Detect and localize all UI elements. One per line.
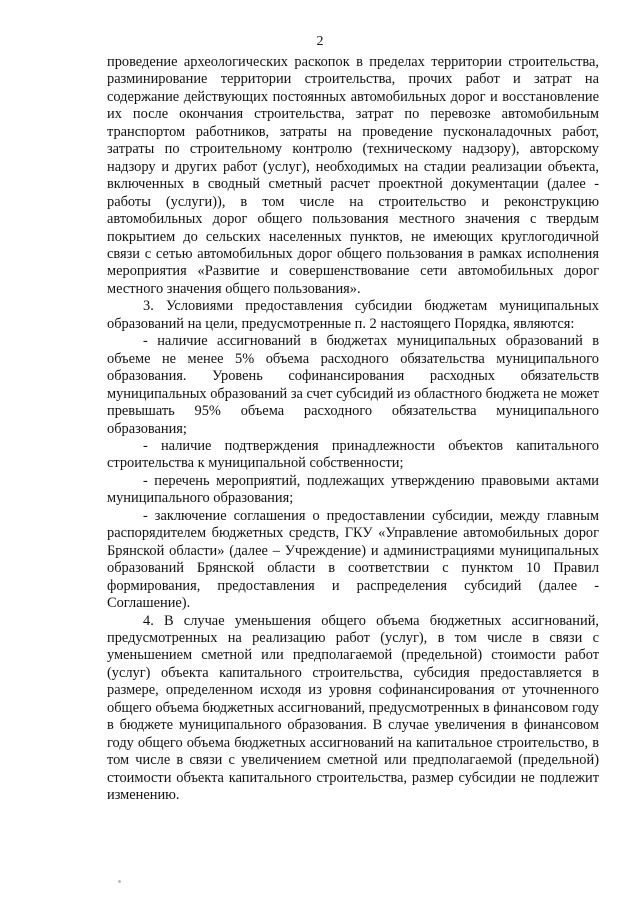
scan-artifact bbox=[118, 880, 121, 883]
paragraph-item-4: 4. В случае уменьшения общего объема бюджетных ассигнований, предусмотренных на реализацию работ (услуг), в том числе в связи с уменьшением сметной или предполагаемой (предельной) стоимости работ (услуг) объекта капитального строительства, субсидия предоставляется в размере, определенном исходя из уровня софинансирования от уточненного общего объема бюджетных ассигнований, предусмотренных в финансовом году в бюджете муниципального образования. В случае увеличения в финансовом году общего объема бюджетных ассигнований на капитальное строительство, в том числе в связи с увеличением сметной или предполагаемой (предельной) стоимости объекта капитального строительства, размер субсидии не подлежит изменению. bbox=[107, 612, 599, 804]
paragraph-continuation: проведение археологических раскопок в пределах территории строительства, разминирование территории строительства, прочих работ и затрат на содержание действующих постоянных автомобильных дорог и восстановление их после окончания строительства, затрат по перевозке автомобильным транспортом работников, затраты на проведение пусконаладочных работ, затраты по строительному контролю (техническому надзору), авторскому надзору и других работ (услуг), необходимых на стадии реализации объекта, включенных в сводный сметный расчет проектной документации (далее - работы (услуги)), в том числе на строительство и реконструкцию автомобильных дорог общего пользования местного значения с твердым покрытием до сельских населенных пунктов, не имеющих круглогодичной связи с сетью автомобильных дорог общего пользования в рамках исполнения мероприятия «Развитие и совершенствование сети автомобильных дорог местного значения общего пользования». bbox=[107, 54, 599, 297]
list-item-condition-allocations: - наличие ассигнований в бюджетах муниципальных образований в объеме не менее 5% объема расходного обязательства муниципального образования. Уровень софинансирования расходных обязательств муниципальных образований за счет субсидий из областного бюджета не может превышать 95% объема расходного обязательства муниципального образования; bbox=[107, 333, 599, 437]
list-item-condition-measures: - перечень мероприятий, подлежащих утверждению правовыми актами муниципального образования; bbox=[107, 472, 599, 507]
paragraph-item-3: 3. Условиями предоставления субсидии бюджетам муниципальных образований на цели, предусмотренные п. 2 настоящего Порядка, являются: bbox=[107, 298, 599, 332]
list-item-condition-ownership: - наличие подтверждения принадлежности объектов капитального строительства к муниципальной собственности; bbox=[107, 437, 599, 472]
list-item-condition-agreement: - заключение соглашения о предоставлении субсидии, между главным распорядителем бюджетных средств, ГКУ «Управление автомобильных дорог Брянской области» (далее – Учреждение) и администрациями муниципальных образований Брянской области в соответствии с пунктом 10 Правил формирования, предоставления и распределения субсидий (далее - Соглашение). bbox=[107, 507, 599, 612]
page-number: 2 bbox=[316, 34, 324, 49]
document-body bbox=[107, 54, 599, 804]
